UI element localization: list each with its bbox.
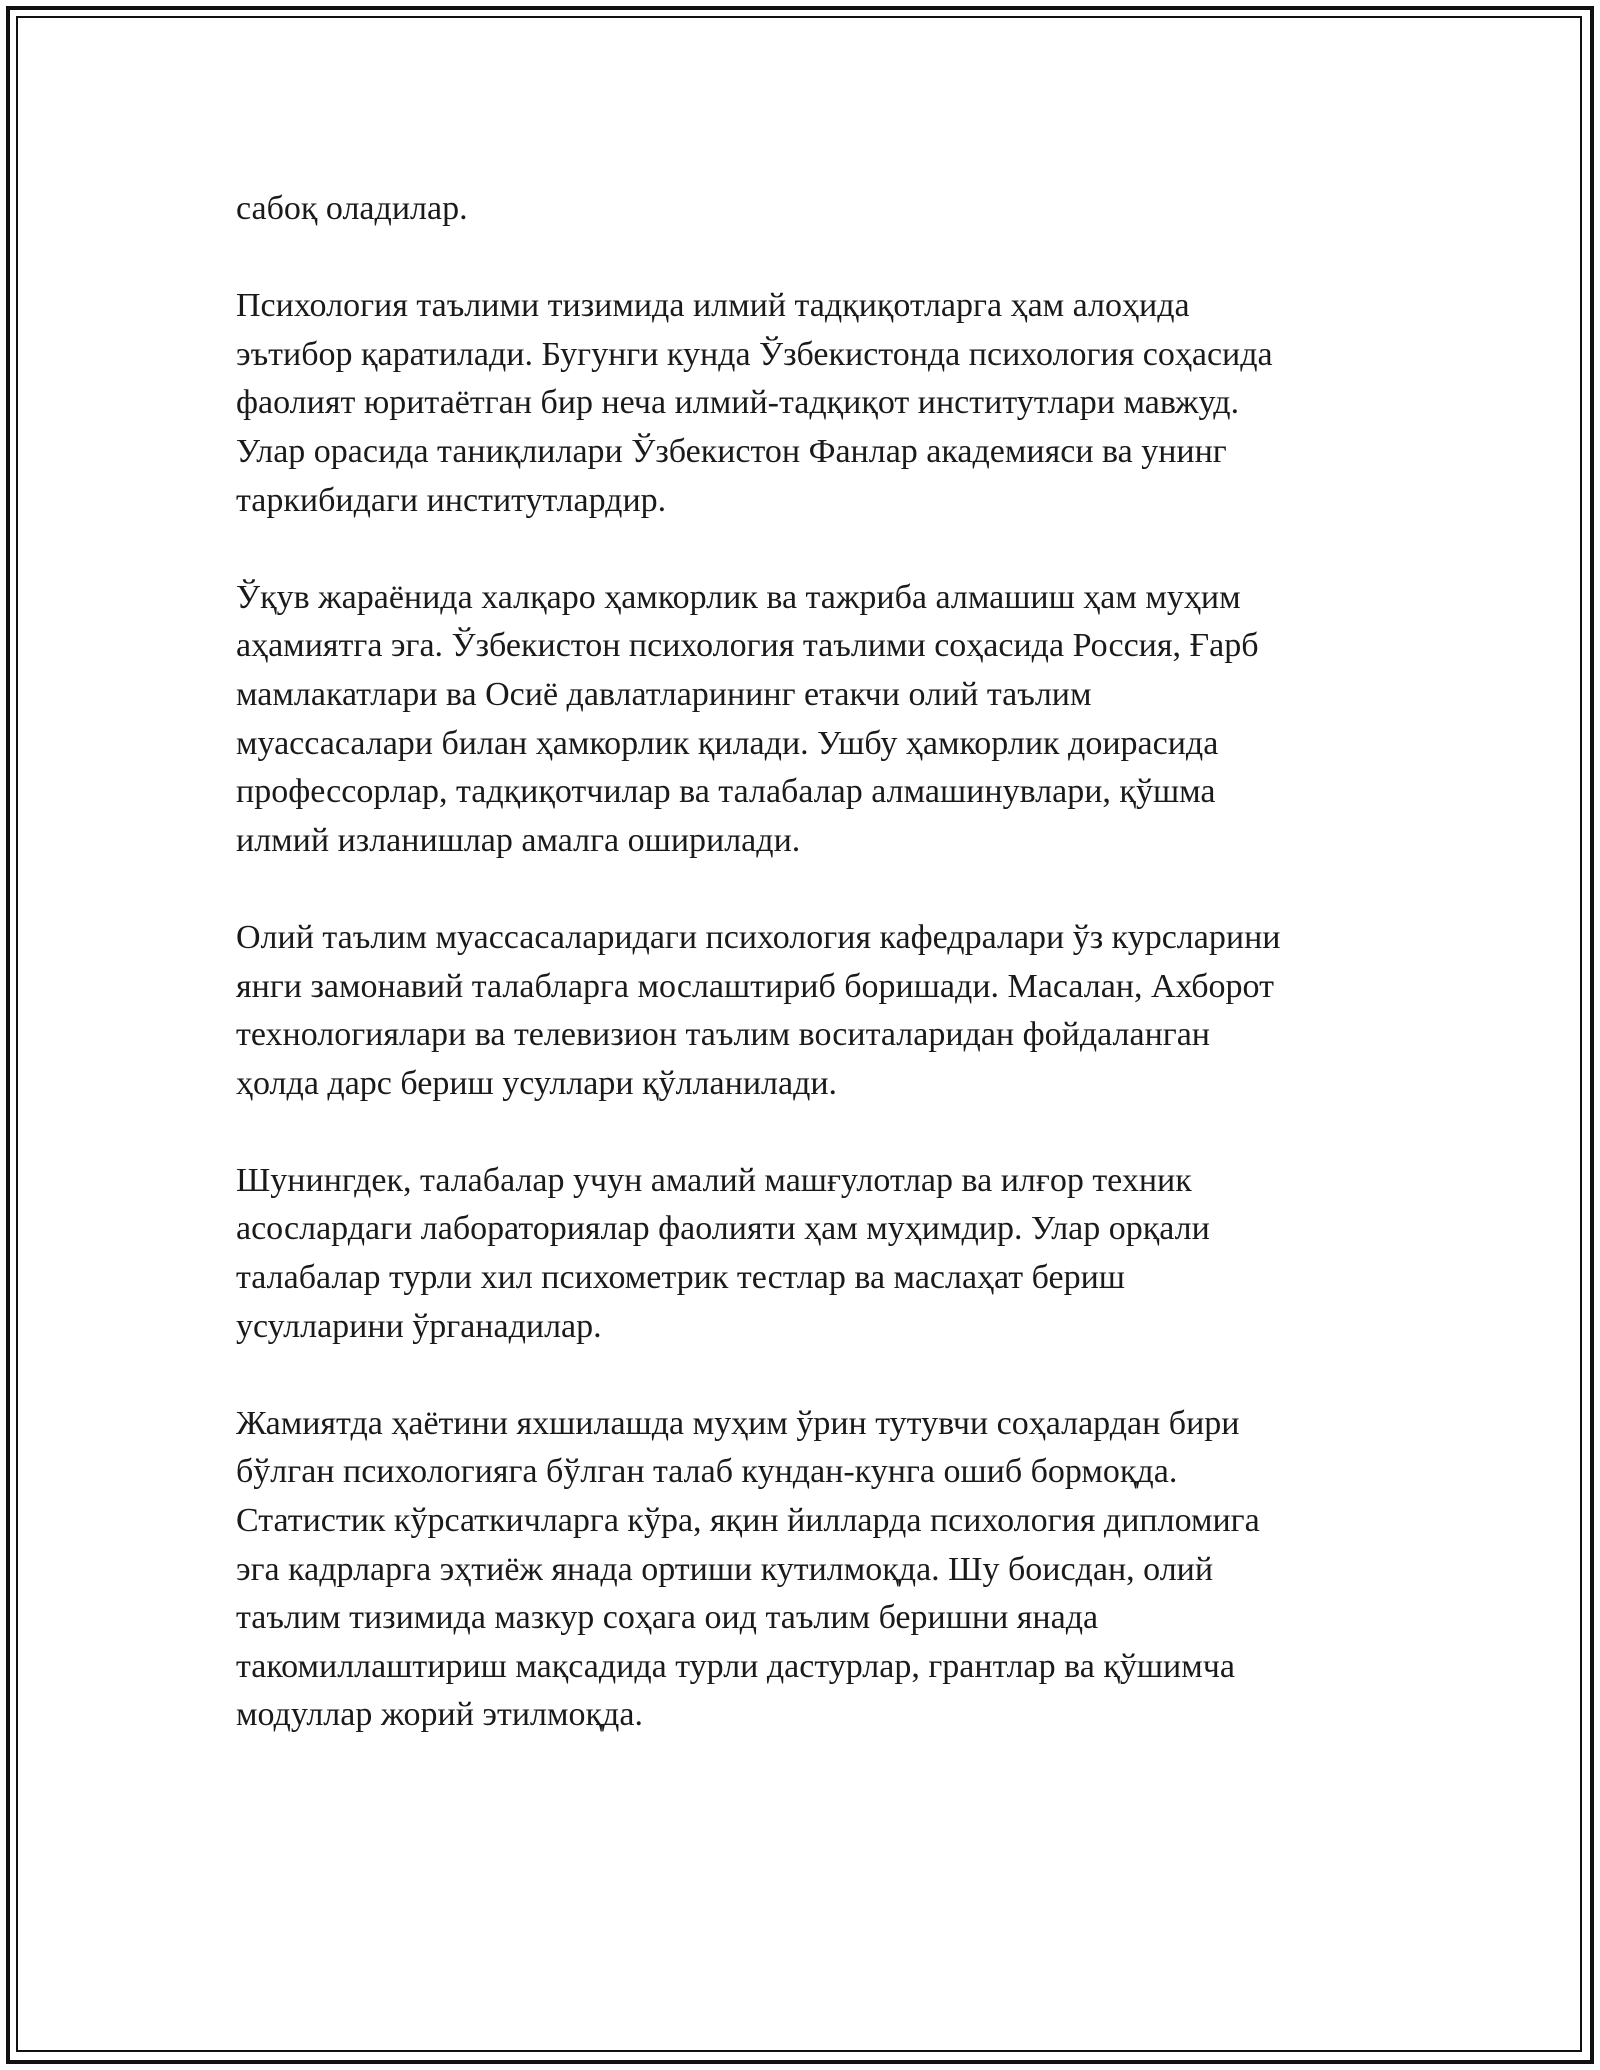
paragraph-continuation: сабоқ оладилар. — [236, 190, 468, 227]
paragraph-curriculum: Олий таълим муассасаларидаги психология кафедралари ўз курсларини янги замонавий талабларга мослаштириб боришади. Масалан, Ахборот технологиялари ва телевизион таълим воситаларидан фойдаланган ҳолда дарс бериш усуллари қўлланилади. — [236, 918, 1281, 1102]
document-body — [236, 185, 1386, 1789]
paragraph-international-cooperation: Ўқув жараёнида халқаро ҳамкорлик ва тажриба алмашиш ҳам муҳим aҳамиятга эга. Ўзбекистон психология таълими соҳасида Россия, Ғарб мамлакатлари ва Осиё давлатларининг етакчи олий таълим муассасалари билан ҳамкорлик қилади. Ушбу ҳамкорлик доирасида профессорлар, тадқиқотчилар ва талабалар алмашинувлари, қўшма илмий изланишлар амалга оширилади. — [236, 578, 1259, 859]
paragraph-demand: Жамиятда ҳаётини яхшилашда муҳим ўрин тутувчи соҳалардан бири бўлган психологияга бўлган талаб кундан-кунга ошиб бормоқда. Статистик кўрсаткичларга кўра, яқин йилларда психология дипломига эга кадрларга эҳтиёж янада ортиши кутилмоқда. Шу боисдан, олий таълим тизимида мазкур соҳага оид таълим беришни янада такомиллаштириш мақсадида турли дастурлар, грантлар ва қўшимча модуллар жорий этилмоқда. — [236, 1404, 1260, 1734]
paragraph-practical-training: Шунингдек, талабалар учун амалий машғулотлар ва илғор техник асослардаги лабораториялар фаолияти ҳам муҳимдир. Улар орқали талабалар турли хил психометрик тестлар ва маслаҳат бериш усулларини ўрганадилар. — [236, 1161, 1210, 1345]
paragraph-research: Психология таълими тизимида илмий тадқиқотларга ҳам алоҳида эътибор қаратилади. Бугунги кунда Ўзбекистонда психология соҳасида фаолият юритаётган бир неча илмий-тадқиқот институтлари мавжуд. Улар орасида таниқлилари Ўзбекистон Фанлар академияси ва унинг таркибидаги институтлардир. — [236, 287, 1273, 519]
